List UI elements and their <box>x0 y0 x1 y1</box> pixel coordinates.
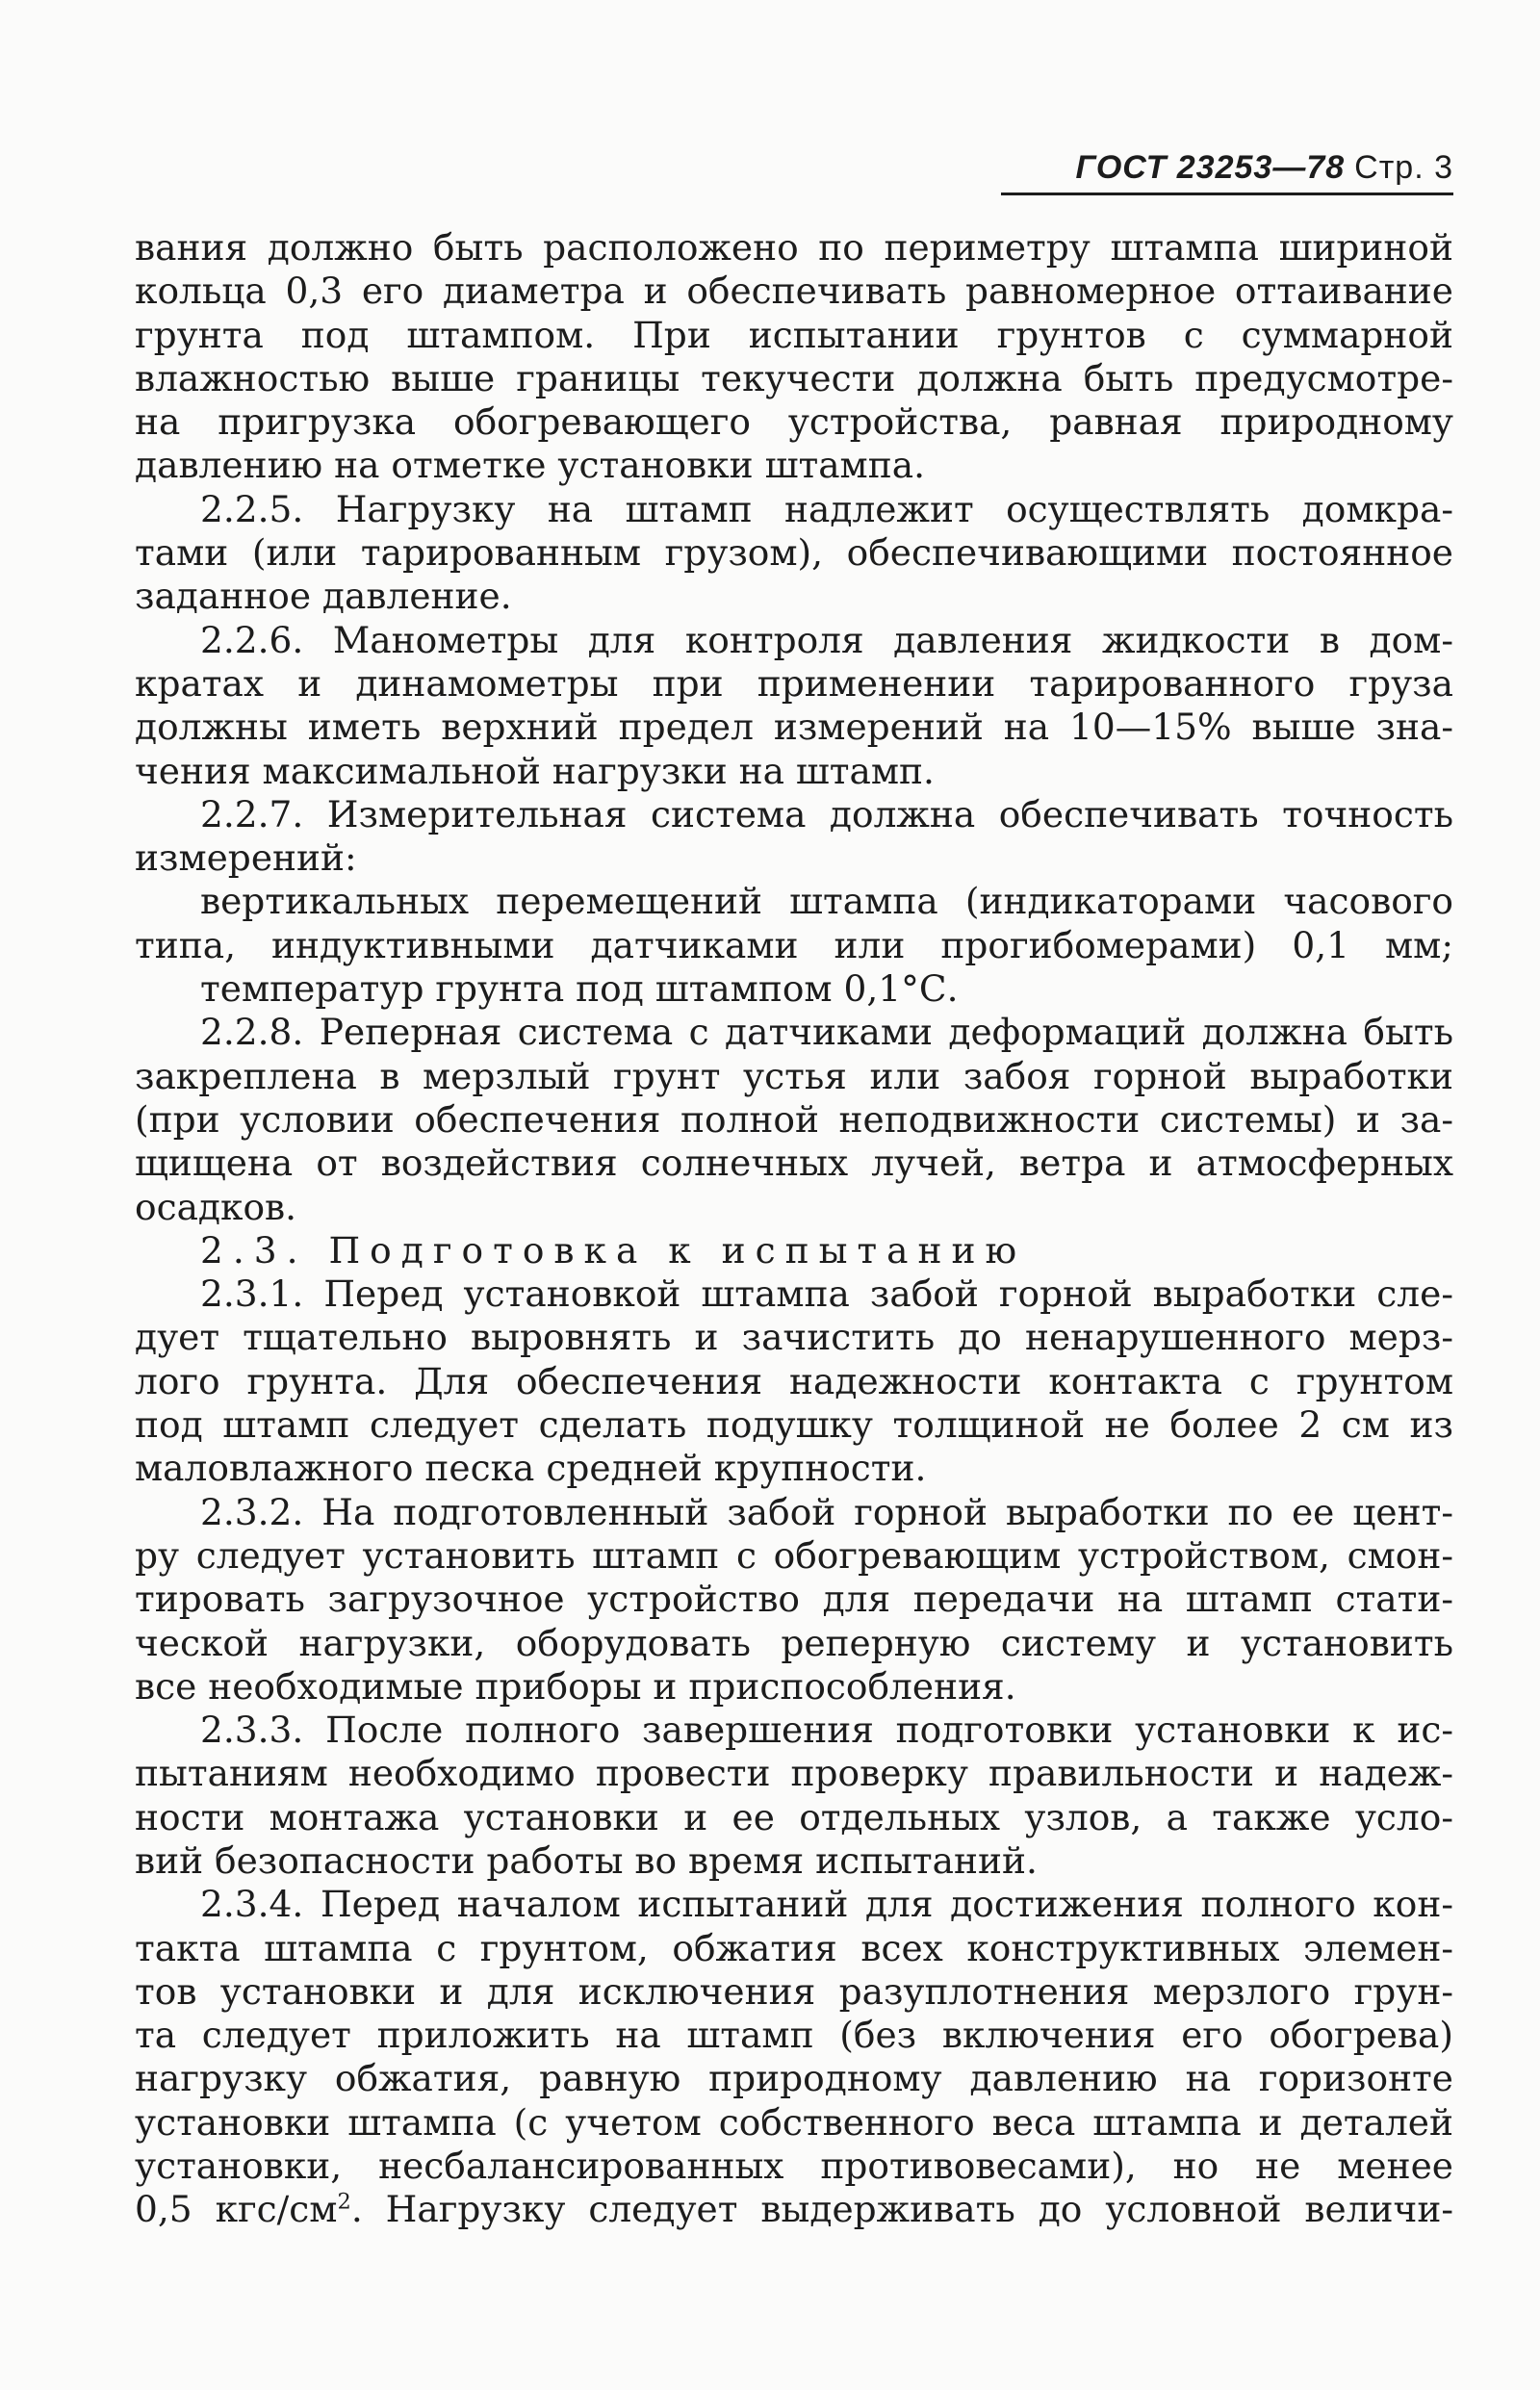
text-line: кратах и динамометры при применении тарированного груза <box>135 661 1453 705</box>
text-line: давлению на отметке установки штампа. <box>135 444 925 487</box>
text-line: установки, несбалансированных противовесами), но не менее <box>135 2145 1453 2188</box>
paragraph-2-2-5: 2.2.5. Нагрузку на штамп надлежит осуществлять домкра- <box>200 487 1453 530</box>
document-id: ГОСТ 23253—78 <box>1075 149 1346 186</box>
text-line: на пригрузка обогревающего устройства, равная природному <box>135 400 1453 444</box>
text-line: ру следует установить штамп с обогревающим устройством, смон- <box>135 1533 1453 1577</box>
paragraph-2-3-2: 2.3.2. На подготовленный забой горной выработки по ее цент- <box>200 1490 1453 1533</box>
page-number: Стр. 3 <box>1354 149 1453 186</box>
text-fragment: . Нагрузку следует выдерживать до условной величи- <box>350 2188 1453 2231</box>
paragraph-2-3-3: 2.3.3. После полного завершения подготовки установки к ис- <box>200 1709 1453 1752</box>
text-line: дует тщательно выровнять и зачистить до ненарушенного мерз- <box>135 1316 1453 1359</box>
paragraph-2-2-8: 2.2.8. Реперная система с датчиками деформаций должна быть <box>200 1011 1453 1054</box>
text-line: под штамп следует сделать подушку толщиной не более 2 см из <box>135 1403 1453 1447</box>
text-line: маловлажного песка средней крупности. <box>135 1447 927 1490</box>
text-line: вий безопасности работы во время испытаний. <box>135 1838 1038 1882</box>
paragraph-2-3-1: 2.3.1. Перед установкой штампа забой горной выработки сле- <box>200 1272 1453 1316</box>
paragraph-2-2-6: 2.2.6. Манометры для контроля давления жидкости в дом- <box>200 618 1453 661</box>
text-line: чения максимальной нагрузки на штамп. <box>135 749 935 792</box>
text-line: нагрузку обжатия, равную природному давлению на горизонте <box>135 2057 1453 2100</box>
text-line: ности монтажа установки и ее отдельных узлов, а также усло- <box>135 1795 1453 1838</box>
list-item: вертикальных перемещений штампа (индикаторами часового <box>200 880 1453 923</box>
text-line: лого грунта. Для обеспечения надежности контакта с грунтом <box>135 1359 1453 1402</box>
text-line: осадков. <box>135 1185 297 1228</box>
text-line: грунта под штампом. При испытании грунтов с суммарной <box>135 313 1453 356</box>
text-line: должны иметь верхний предел измерений на 10—15% выше зна- <box>135 706 1453 749</box>
text-line: заданное давление. <box>135 575 512 618</box>
text-line: закреплена в мерзлый грунт устья или забоя горной выработки <box>135 1054 1453 1097</box>
text-line: кольца 0,3 его диаметра и обеспечивать равномерное оттаивание <box>135 270 1453 313</box>
text-line: пытаниям необходимо провести проверку правильности и надеж- <box>135 1752 1453 1795</box>
section-heading-2-3: 2.3. Подготовка к испытанию <box>200 1228 1027 1272</box>
text-line: такта штампа с грунтом, обжатия всех конструктивных элемен- <box>135 1926 1453 1969</box>
page-header <box>1001 149 1453 195</box>
text-fragment: 0,5 кгс/см <box>135 2188 338 2231</box>
paragraph-2-2-7: 2.2.7. Измерительная система должна обеспечивать точность <box>200 792 1453 835</box>
text-line: влажностью выше границы текучести должна быть предусмотре- <box>135 356 1453 399</box>
text-line: измерений: <box>135 836 357 880</box>
text-line: щищена от воздействия солнечных лучей, ветра и атмосферных <box>135 1142 1453 1185</box>
text-line: тов установки и для исключения разуплотнения мерзлого грун- <box>135 1969 1453 2013</box>
text-line: тами (или тарированным грузом), обеспечивающими постоянное <box>135 531 1453 575</box>
document-body <box>135 226 1453 2232</box>
text-line-last <box>135 2188 1453 2231</box>
text-line: тировать загрузочное устройство для передачи на штамп стати- <box>135 1578 1453 1621</box>
text-line: типа, индуктивными датчиками или прогибомерами) 0,1 мм; <box>135 923 1453 966</box>
list-item: температур грунта под штампом 0,1°С. <box>200 967 959 1011</box>
text-line: та следует приложить на штамп (без включения его обогрева) <box>135 2014 1453 2057</box>
text-line: все необходимые приборы и приспособления. <box>135 1664 1016 1708</box>
text-line: (при условии обеспечения полной неподвижности системы) и за- <box>135 1097 1453 1141</box>
text-line: установки штампа (с учетом собственного веса штампа и деталей <box>135 2100 1453 2144</box>
text-line: вания должно быть расположено по периметру штампа шириной <box>135 226 1453 269</box>
text-line: ческой нагрузки, оборудовать реперную систему и установить <box>135 1621 1453 1664</box>
paragraph-2-3-4: 2.3.4. Перед началом испытаний для достижения полного кон- <box>200 1883 1453 1926</box>
superscript: 2 <box>337 2189 351 2215</box>
